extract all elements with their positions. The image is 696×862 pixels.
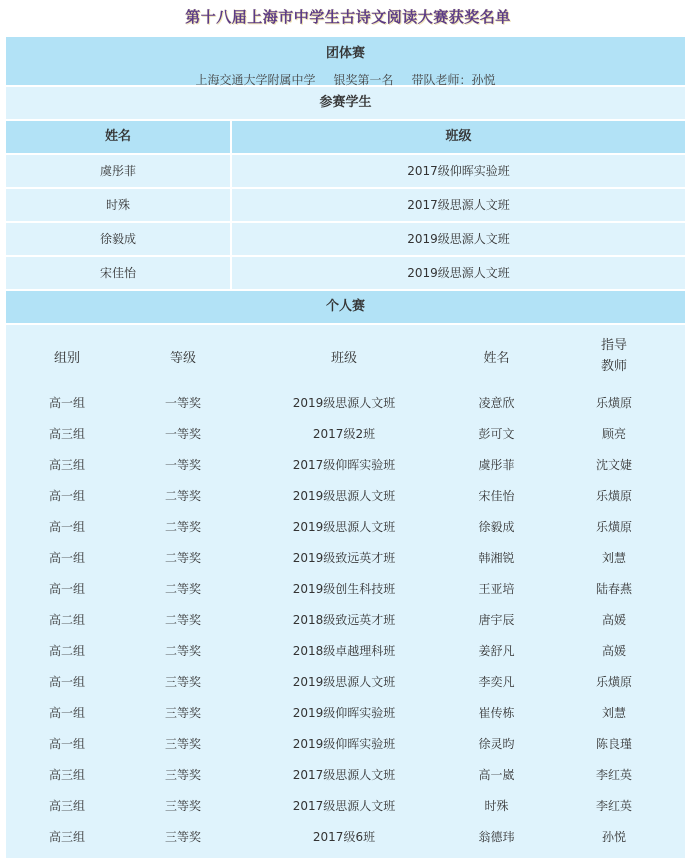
award-name: 崔传栋: [478, 706, 515, 720]
col-name-header: 姓名: [6, 121, 232, 153]
award-group: 高三组: [48, 427, 85, 441]
participant-row: [6, 223, 685, 257]
award-row: [6, 573, 685, 604]
award-class: 2017级思源人文班: [292, 799, 396, 813]
individual-table: [6, 325, 685, 858]
award-class: 2019级思源人文班: [292, 520, 396, 534]
award-group: 高一组: [48, 675, 85, 689]
col-level-header: 等级: [169, 350, 196, 366]
award-group: 高三组: [48, 830, 85, 844]
award-teacher: 李红英: [595, 799, 632, 813]
award-level: 三等奖: [164, 737, 201, 751]
participant-row: [6, 189, 685, 223]
award-group: 高一组: [48, 706, 85, 720]
award-class: 2017级仰晖实验班: [292, 458, 396, 472]
award-teacher: 孙悦: [601, 830, 626, 844]
award-class: 2019级思源人文班: [292, 489, 396, 503]
team-school: 上海交通大学附属中学: [195, 73, 316, 87]
award-name: 姜舒凡: [478, 644, 515, 658]
award-level: 一等奖: [164, 427, 201, 441]
participant-name: 徐毅成: [6, 223, 232, 255]
participants-list: [6, 155, 685, 291]
award-teacher: 刘慧: [601, 551, 626, 565]
award-row: [6, 511, 685, 542]
award-level: 三等奖: [164, 768, 201, 782]
award-level: 一等奖: [164, 458, 201, 472]
award-teacher: 刘慧: [601, 706, 626, 720]
award-group: 高一组: [48, 551, 85, 565]
award-name: 凌意欣: [478, 396, 515, 410]
award-teacher: 陆春燕: [595, 582, 632, 596]
award-level: 三等奖: [164, 830, 201, 844]
award-group: 高一组: [48, 737, 85, 751]
participants-header-row: [6, 121, 685, 155]
award-row: [6, 666, 685, 697]
team-section: [6, 37, 685, 87]
award-row: [6, 697, 685, 728]
award-row: [6, 604, 685, 635]
participant-name: 宋佳怡: [6, 257, 232, 289]
col-class-header: 班级: [232, 121, 685, 153]
award-class: 2019级思源人文班: [292, 675, 396, 689]
award-level: 一等奖: [164, 396, 201, 410]
award-name: 徐灵昀: [478, 737, 515, 751]
award-name: 翁德玮: [478, 830, 515, 844]
award-name: 虞彤菲: [478, 458, 515, 472]
award-group: 高一组: [48, 582, 85, 596]
participants-heading: 参赛学生: [6, 87, 685, 121]
award-class: 2019级仰晖实验班: [292, 706, 396, 720]
award-row: [6, 480, 685, 511]
participant-name: 时殊: [6, 189, 232, 221]
col-class-header: 班级: [330, 350, 357, 366]
award-name: 韩湘锐: [478, 551, 515, 565]
award-name: 李奕凡: [478, 675, 515, 689]
award-name: 唐宇辰: [478, 613, 515, 627]
award-group: 高二组: [48, 613, 85, 627]
award-level: 三等奖: [164, 675, 201, 689]
team-award: 银奖第一名: [333, 73, 394, 87]
award-row: [6, 790, 685, 821]
award-teacher: 李红英: [595, 768, 632, 782]
participant-name: 虞彤菲: [6, 155, 232, 187]
individual-header-row: [6, 325, 685, 387]
award-teacher: 乐熿原: [595, 489, 632, 503]
award-group: 高三组: [48, 458, 85, 472]
award-group: 高二组: [48, 644, 85, 658]
award-group: 高三组: [48, 799, 85, 813]
col-name-header: 姓名: [483, 350, 510, 366]
award-teacher: 乐熿原: [595, 675, 632, 689]
award-name: 徐毅成: [478, 520, 515, 534]
participant-class: 2019级思源人文班: [232, 257, 685, 289]
page-title: 第十八届上海市中学生古诗文阅读大赛获奖名单: [185, 8, 511, 26]
award-name: 高一崴: [478, 768, 515, 782]
award-class: 2018级卓越理科班: [292, 644, 396, 658]
award-class: 2017级2班: [312, 427, 376, 441]
award-name: 宋佳怡: [478, 489, 515, 503]
award-teacher: 沈文婕: [595, 458, 632, 472]
award-level: 二等奖: [164, 644, 201, 658]
award-row: [6, 821, 685, 852]
teacher-header-line1: 指导: [600, 338, 627, 353]
award-class: 2019级思源人文班: [292, 396, 396, 410]
award-group: 高一组: [48, 520, 85, 534]
participant-class: 2017级思源人文班: [232, 189, 685, 221]
award-teacher: 乐熿原: [595, 396, 632, 410]
award-level: 二等奖: [164, 520, 201, 534]
award-group: 高三组: [48, 768, 85, 782]
award-class: 2017级6班: [312, 830, 376, 844]
award-level: 二等奖: [164, 613, 201, 627]
award-group: 高一组: [48, 489, 85, 503]
award-class: 2019级创生科技班: [292, 582, 396, 596]
award-row: [6, 449, 685, 480]
team-leader: 带队老师：孙悦: [411, 73, 496, 87]
award-class: 2019级仰晖实验班: [292, 737, 396, 751]
award-group: 高一组: [48, 396, 85, 410]
award-level: 二等奖: [164, 489, 201, 503]
award-level: 三等奖: [164, 799, 201, 813]
award-row: [6, 542, 685, 573]
team-heading: 团体赛: [325, 46, 365, 61]
award-row: [6, 728, 685, 759]
award-class: 2017级思源人文班: [292, 768, 396, 782]
award-teacher: 顾亮: [601, 427, 626, 441]
award-name: 彭可文: [478, 427, 515, 441]
col-group-header: 组别: [53, 350, 80, 366]
individual-list: [6, 387, 685, 852]
participant-row: [6, 155, 685, 189]
award-teacher: 高媛: [601, 644, 626, 658]
award-row: [6, 759, 685, 790]
award-row: [6, 387, 685, 418]
teacher-header-line2: 教师: [600, 359, 627, 374]
award-name: 王亚培: [478, 582, 515, 596]
award-table: [6, 37, 685, 858]
award-teacher: 乐熿原: [595, 520, 632, 534]
award-level: 三等奖: [164, 706, 201, 720]
participant-class: 2017级仰晖实验班: [232, 155, 685, 187]
award-teacher: 高媛: [601, 613, 626, 627]
individual-heading: 个人赛: [6, 291, 685, 325]
award-teacher: 陈良瑾: [595, 737, 632, 751]
award-row: [6, 418, 685, 449]
participant-class: 2019级思源人文班: [232, 223, 685, 255]
award-level: 二等奖: [164, 551, 201, 565]
award-name: 时殊: [484, 799, 509, 813]
award-class: 2018级致远英才班: [292, 613, 396, 627]
award-class: 2019级致远英才班: [292, 551, 396, 565]
col-teacher-header: [543, 335, 685, 377]
award-row: [6, 635, 685, 666]
award-level: 二等奖: [164, 582, 201, 596]
participant-row: [6, 257, 685, 291]
team-info: [6, 71, 685, 88]
